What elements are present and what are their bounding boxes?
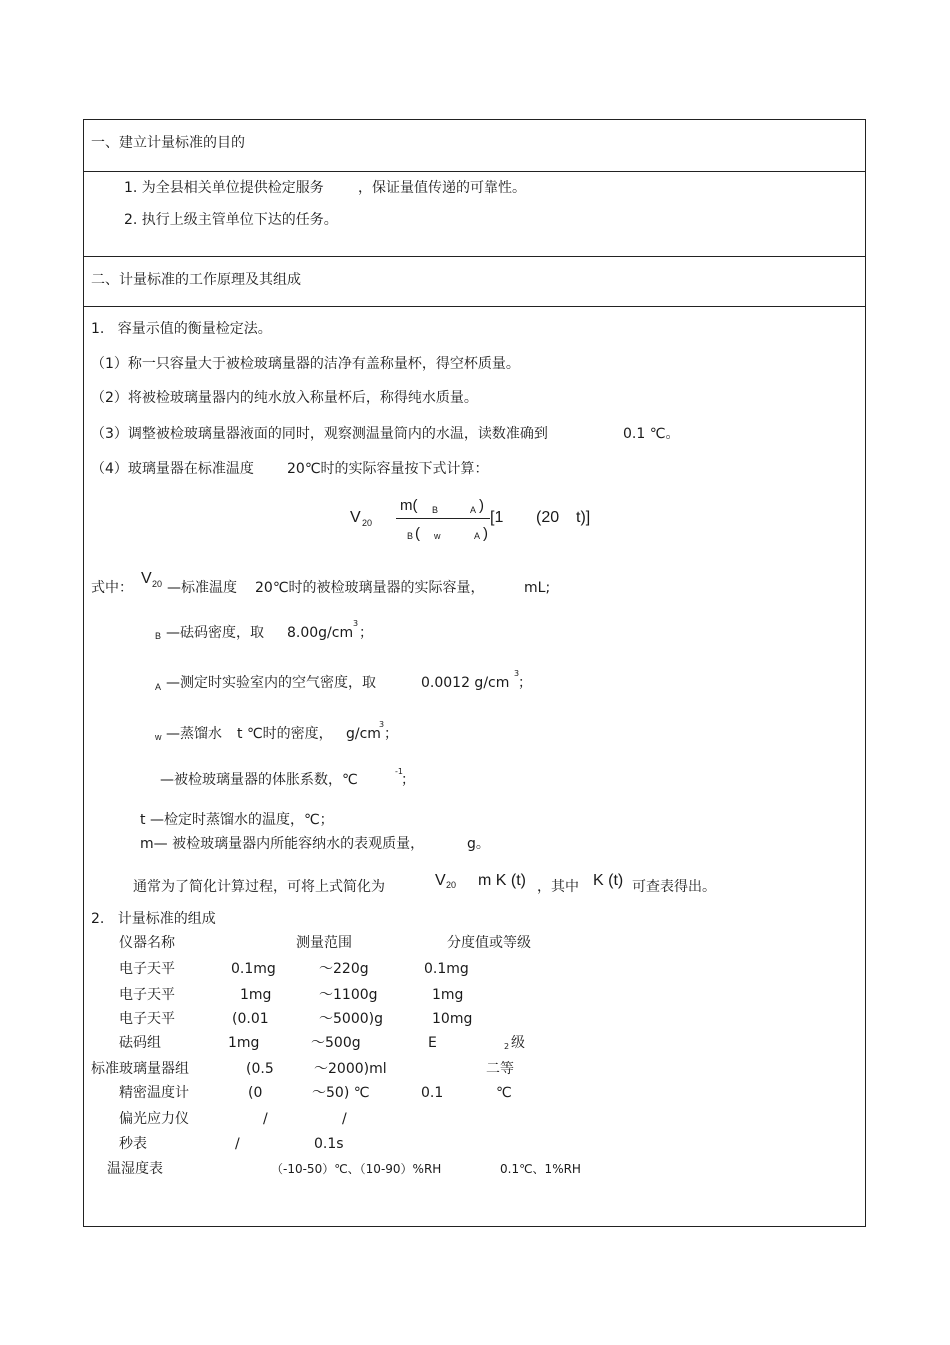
legend-v-sub: 20 <box>152 579 163 589</box>
formula-den-close: ) <box>483 525 488 542</box>
purpose-item-1a: 1. 为全县相关单位提供检定服务 <box>124 180 324 196</box>
simplify-v: V <box>435 872 446 889</box>
r1-division: 0.1mg <box>424 961 469 977</box>
method-title: 1. 容量示值的衡量检定法。 <box>91 321 272 337</box>
r2-to: ～1100g <box>319 987 378 1003</box>
legend-prefix: 式中： <box>91 580 133 596</box>
formula-num-m: m( <box>400 497 418 514</box>
r4-class-suffix: 级 <box>511 1035 525 1051</box>
formula-den-rho-b: B <box>407 531 414 541</box>
composition-title: 2. 计量标准的组成 <box>91 911 216 927</box>
r9-division: 0.1℃、1%RH <box>500 1162 581 1176</box>
r6-division: 0.1 <box>421 1085 444 1101</box>
r4-to: ～500g <box>311 1035 361 1051</box>
formula-num-close: ) <box>479 497 484 514</box>
simplify-text-c: 可查表得出。 <box>632 879 716 895</box>
step-1: （1）称一只容量大于被检玻璃量器的洁净有盖称量杯，得空杯质量。 <box>91 356 520 372</box>
legend-rho-a-sub: A <box>155 682 162 692</box>
step-4b: 20℃时的实际容量按下式计算： <box>287 461 489 477</box>
r4-class: E <box>428 1035 437 1051</box>
r6-name: 精密温度计 <box>119 1085 189 1101</box>
header-division: 分度值或等级 <box>447 935 531 951</box>
legend-rho-w-desc-b: t ℃时的密度， <box>237 726 333 742</box>
legend-m-line: m— 被检玻璃量器内所能容纳水的表观质量， <box>140 836 425 852</box>
section1-title: 一、建立计量标准的目的 <box>91 135 245 151</box>
formula-lhs-sub: 20 <box>362 518 373 528</box>
legend-v-desc-a: —标准温度 <box>167 580 237 596</box>
formula-num-rho-b: B <box>432 505 439 515</box>
r5-class: 二等 <box>486 1061 514 1077</box>
section2-title: 二、计量标准的工作原理及其组成 <box>91 272 301 288</box>
r5-name: 标准玻璃量器组 <box>91 1061 189 1077</box>
r5-from: (0.5 <box>246 1061 274 1077</box>
r4-name: 砝码组 <box>119 1035 161 1051</box>
simplify-text-a: 通常为了简化计算过程，可将上式简化为 <box>133 879 385 895</box>
step-4a: （4）玻璃量器在标准温度 <box>91 461 254 477</box>
legend-t-line: t —检定时蒸馏水的温度，℃； <box>140 812 334 828</box>
purpose-item-2: 2. 执行上级主管单位下达的任务。 <box>124 212 338 228</box>
r9-range: （-10-50）℃、（10-90）%RH <box>271 1162 442 1176</box>
r1-name: 电子天平 <box>119 961 175 977</box>
legend-beta-end: ； <box>401 772 415 788</box>
r3-from: (0.01 <box>232 1011 269 1027</box>
legend-rho-b-end: ； <box>359 625 373 641</box>
formula-den-rho-w: w <box>434 531 441 541</box>
legend-beta-desc: —被检玻璃量器的体胀系数，℃ <box>160 772 358 788</box>
legend-rho-a-end: ； <box>518 675 532 691</box>
formula-lhs: V <box>350 509 361 526</box>
purpose-item-1b: ，保证量值传递的可靠性。 <box>358 180 526 196</box>
r3-name: 电子天平 <box>119 1011 175 1027</box>
r5-to: ～2000)ml <box>314 1061 387 1077</box>
legend-rho-a-value: 0.0012 g/cm <box>421 675 510 691</box>
simplify-v-sub: 20 <box>446 880 457 890</box>
formula-bracket-20: (20 <box>536 509 560 526</box>
formula-num-rho-a: A <box>470 505 477 515</box>
legend-v-desc-b: 20℃时的被检玻璃量器的实际容量， <box>255 580 485 596</box>
r8-division: 0.1s <box>314 1136 344 1152</box>
fraction-bar <box>396 518 490 519</box>
step-2: （2）将被检玻璃量器内的纯水放入称量杯后，称得纯水质量。 <box>91 390 478 406</box>
r6-division-unit: ℃ <box>496 1085 512 1101</box>
r1-to: ～220g <box>319 961 369 977</box>
legend-rho-b-sub: B <box>155 631 162 641</box>
r7-division: / <box>342 1111 347 1127</box>
step-3b: 0.1 ℃。 <box>623 426 680 442</box>
row-divider <box>83 256 866 257</box>
r2-name: 电子天平 <box>119 987 175 1003</box>
legend-rho-w-end: ； <box>384 726 398 742</box>
r8-range: / <box>235 1136 240 1152</box>
r3-division: 10mg <box>432 1011 473 1027</box>
r1-from: 0.1mg <box>231 961 276 977</box>
legend-rho-b-value: 8.00g/cm <box>287 625 354 641</box>
simplify-mk: m K (t) <box>478 872 526 889</box>
legend-rho-w-desc-a: —蒸馏水 <box>166 726 222 742</box>
legend-rho-a-sup: 3 <box>514 669 520 678</box>
legend-rho-a-desc: —测定时实验室内的空气密度，取 <box>166 675 376 691</box>
legend-rho-b-sup: 3 <box>353 619 359 628</box>
r3-to: ～5000)g <box>319 1011 383 1027</box>
row-divider <box>83 306 866 307</box>
legend-v-symbol: V <box>141 570 152 587</box>
legend-rho-w-unit: g/cm <box>346 726 381 742</box>
r7-range: / <box>263 1111 268 1127</box>
r2-from: 1mg <box>240 987 272 1003</box>
formula-den-open: ( <box>415 525 420 542</box>
simplify-k: K (t) <box>593 872 624 889</box>
legend-v-unit: mL; <box>524 580 551 596</box>
legend-rho-w-sup: 3 <box>379 720 385 729</box>
legend-m-unit: g。 <box>467 836 490 852</box>
r8-name: 秒表 <box>119 1136 147 1152</box>
legend-beta-sup: -1 <box>395 767 403 776</box>
step-3a: （3）调整被检玻璃量器液面的同时，观察测温量筒内的水温，读数准确到 <box>91 426 548 442</box>
r4-class-sub: 2 <box>504 1042 510 1051</box>
formula-bracket-1: [1 <box>490 509 504 526</box>
formula-bracket-t: t)] <box>576 509 591 526</box>
header-name: 仪器名称 <box>119 935 175 951</box>
r9-name: 温湿度表 <box>107 1161 163 1177</box>
header-range: 测量范围 <box>296 935 352 951</box>
r6-to: ～50) ℃ <box>312 1085 370 1101</box>
row-divider <box>83 171 866 172</box>
formula-den-rho-a: A <box>474 531 481 541</box>
legend-rho-w-sub: w <box>155 732 162 742</box>
r4-from: 1mg <box>228 1035 260 1051</box>
r6-from: (0 <box>248 1085 263 1101</box>
r2-division: 1mg <box>432 987 464 1003</box>
simplify-text-b: ，其中 <box>537 879 579 895</box>
legend-rho-b-desc: —砝码密度，取 <box>166 625 264 641</box>
r7-name: 偏光应力仪 <box>119 1111 189 1127</box>
